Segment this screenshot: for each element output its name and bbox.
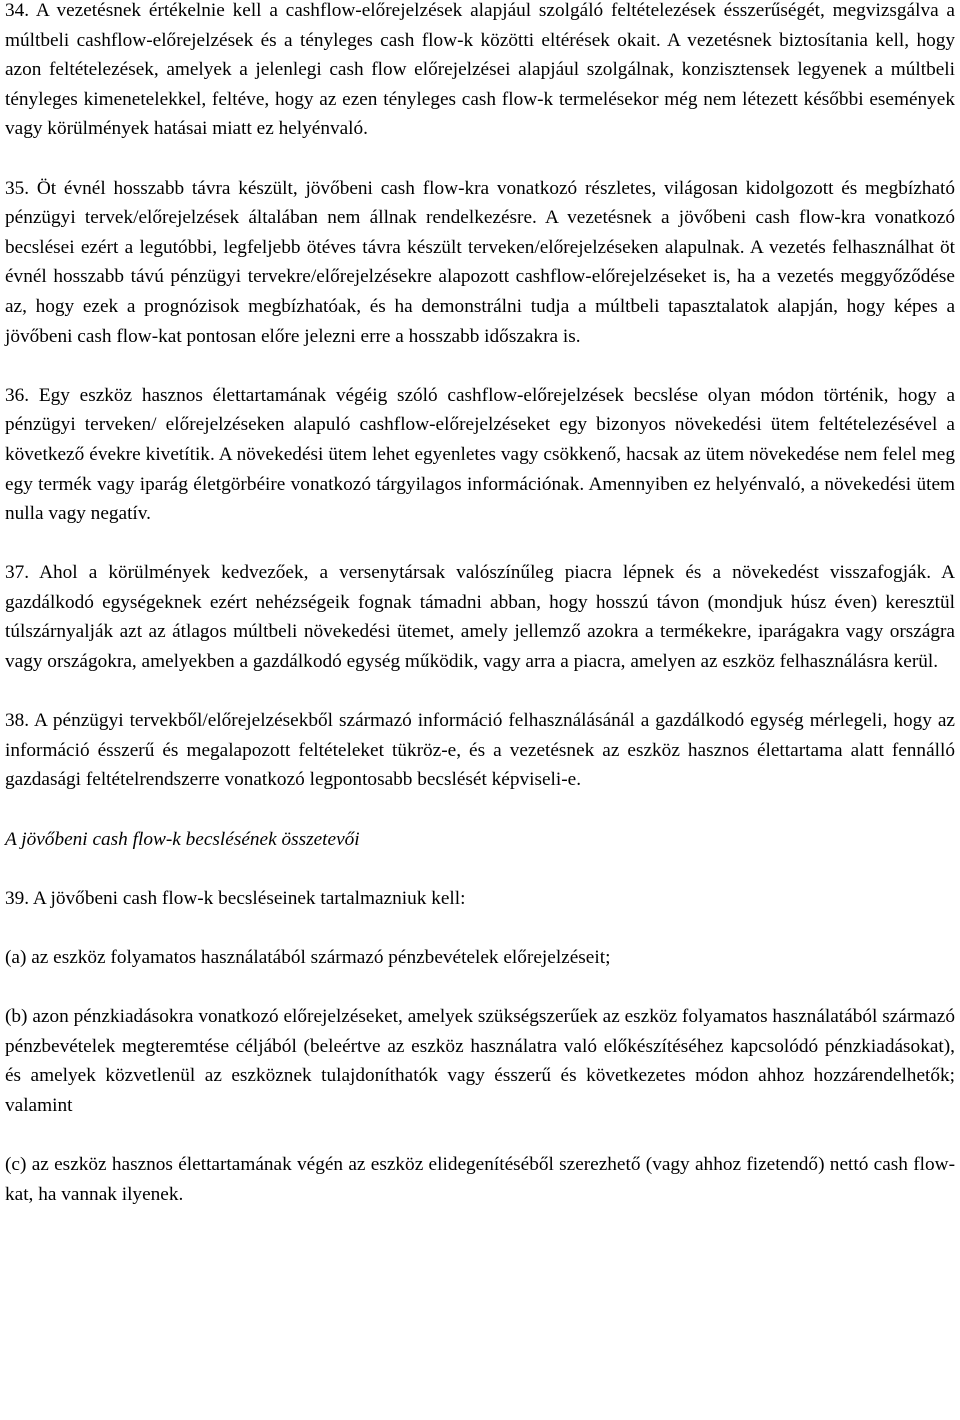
paragraph-36: 36. Egy eszköz hasznos élettartamának végéig szóló cashflow-előrejelzések becslése olyan módon történik, hogy a pénzügyi terveken/ előrejelzéseken alapuló cashflow-előrejelzéseket egy bizonyos növekedési ütem feltételezésével a következő évekre kivetítik. A növekedési ütem lehet egyenletes vagy csökkenő, hacsak az ütem növekedése nem felel meg egy termék vagy iparág életgörbéire vonatkozó tárgyilagos információnak. Amennyiben ez helyénvaló, a növekedési ütem nulla vagy negatív. [5, 384, 955, 525]
list-item-c: (c) az eszköz hasznos élettartamának végén az eszköz elidegenítéséből szerezhető (vagy ahhoz fizetendő) nettó cash flow-kat, ha vannak ilyenek. [5, 1154, 955, 1205]
paragraph-37: 37. Ahol a körülmények kedvezőek, a versenytársak valószínűleg piacra lépnek és a növekedést visszafogják. A gazdálkodó egységeknek ezért nehézségeik fognak támadni abban, hogy hosszú távon (mondjuk húsz éven) keresztül túlszárnyalják azt az átlagos múltbeli növekedési ütemet, amely jellemző azokra a termékekre, iparágakra vagy országra vagy országokra, amelyekben a gazdálkodó egység működik, vagy arra a piacra, amelyen az eszköz felhasználásra kerül. [5, 562, 955, 673]
paragraph-34-part1: 34. A vezetésnek értékelnie kell a cashflow-előrejelzések alapjául szolgáló feltételezések ésszerűségét, megvizsgálva a múltbeli cashflow-előrejelzések és a tényleges cash flow-k közötti eltérések okait. [5, 0, 955, 51]
document-page [5, 0, 955, 1209]
paragraph-35: 35. Öt évnél hosszabb távra készült, jövőbeni cash flow-kra vonatkozó részletes, világosan kidolgozott és megbízható pénzügyi tervek/előrejelzések általában nem állnak rendelkezésre. A vezetésnek a jövőbeni cash flow-kra vonatkozó becslései ezért a legutóbbi, legfeljebb ötéves távra készült terveken/előrejelzéseken alapulnak. A vezetés felhasználhat öt évnél hosszabb távú pénzügyi tervekre/előrejelzésekre alapozott cashflow-előrejelzéseket is, ha a vezetés meggyőződése az, hogy ezek a prognózisok megbízhatóak, és ha demonstrálni tudja a múltbeli tapasztalatok alapján, hogy képes a jövőbeni cash flow-kat pontosan előre jelezni erre a hosszabb időszakra is. [5, 177, 955, 347]
paragraph-34 [5, 0, 955, 144]
list-item-a: (a) az eszköz folyamatos használatából származó pénzbevételek előrejelzéseit; [5, 947, 611, 968]
paragraph-38: 38. A pénzügyi tervekből/előrejelzésekből származó információ felhasználásánál a gazdálkodó egység mérlegeli, hogy az információ ésszerű és megalapozott feltételeket tükröz-e, és a vezetésnek az eszköz hasznos élettartama alatt fennálló gazdasági feltételrendszerre vonatkozó legpontosabb becslését képviseli-e. [5, 710, 955, 791]
paragraph-39: 39. A jövőbeni cash flow-k becsléseinek tartalmazniuk kell: [5, 887, 466, 909]
paragraph-34-part2: A vezetésnek biztosítania kell, hogy azon feltételezések, amelyek a jelenlegi cash flow előrejelzései alapjául szolgálnak, konzisztensek legyenek a múltbeli tényleges kimenetelekkel, feltéve, hogy az ezen tényleges cash flow-k termelésekor még nem létezett későbbi események vagy körülmények hatásai miatt ez helyénvaló. [5, 29, 956, 140]
section-heading: A jövőbeni cash flow-k becslésének összetevői [5, 828, 360, 850]
list-item-b: (b) azon pénzkiadásokra vonatkozó előrejelzéseket, amelyek szükségszerűek az eszköz folyamatos használatából származó pénzbevételek megteremtése céljából (beleértve az eszköz használatra való előkészítéséhez kapcsolódó pénzkiadásokat), és amelyek közvetlenül az eszköznek tulajdoníthatók vagy ésszerű és következetes módon ahhoz hozzárendelhetők; valamint [5, 1006, 955, 1116]
